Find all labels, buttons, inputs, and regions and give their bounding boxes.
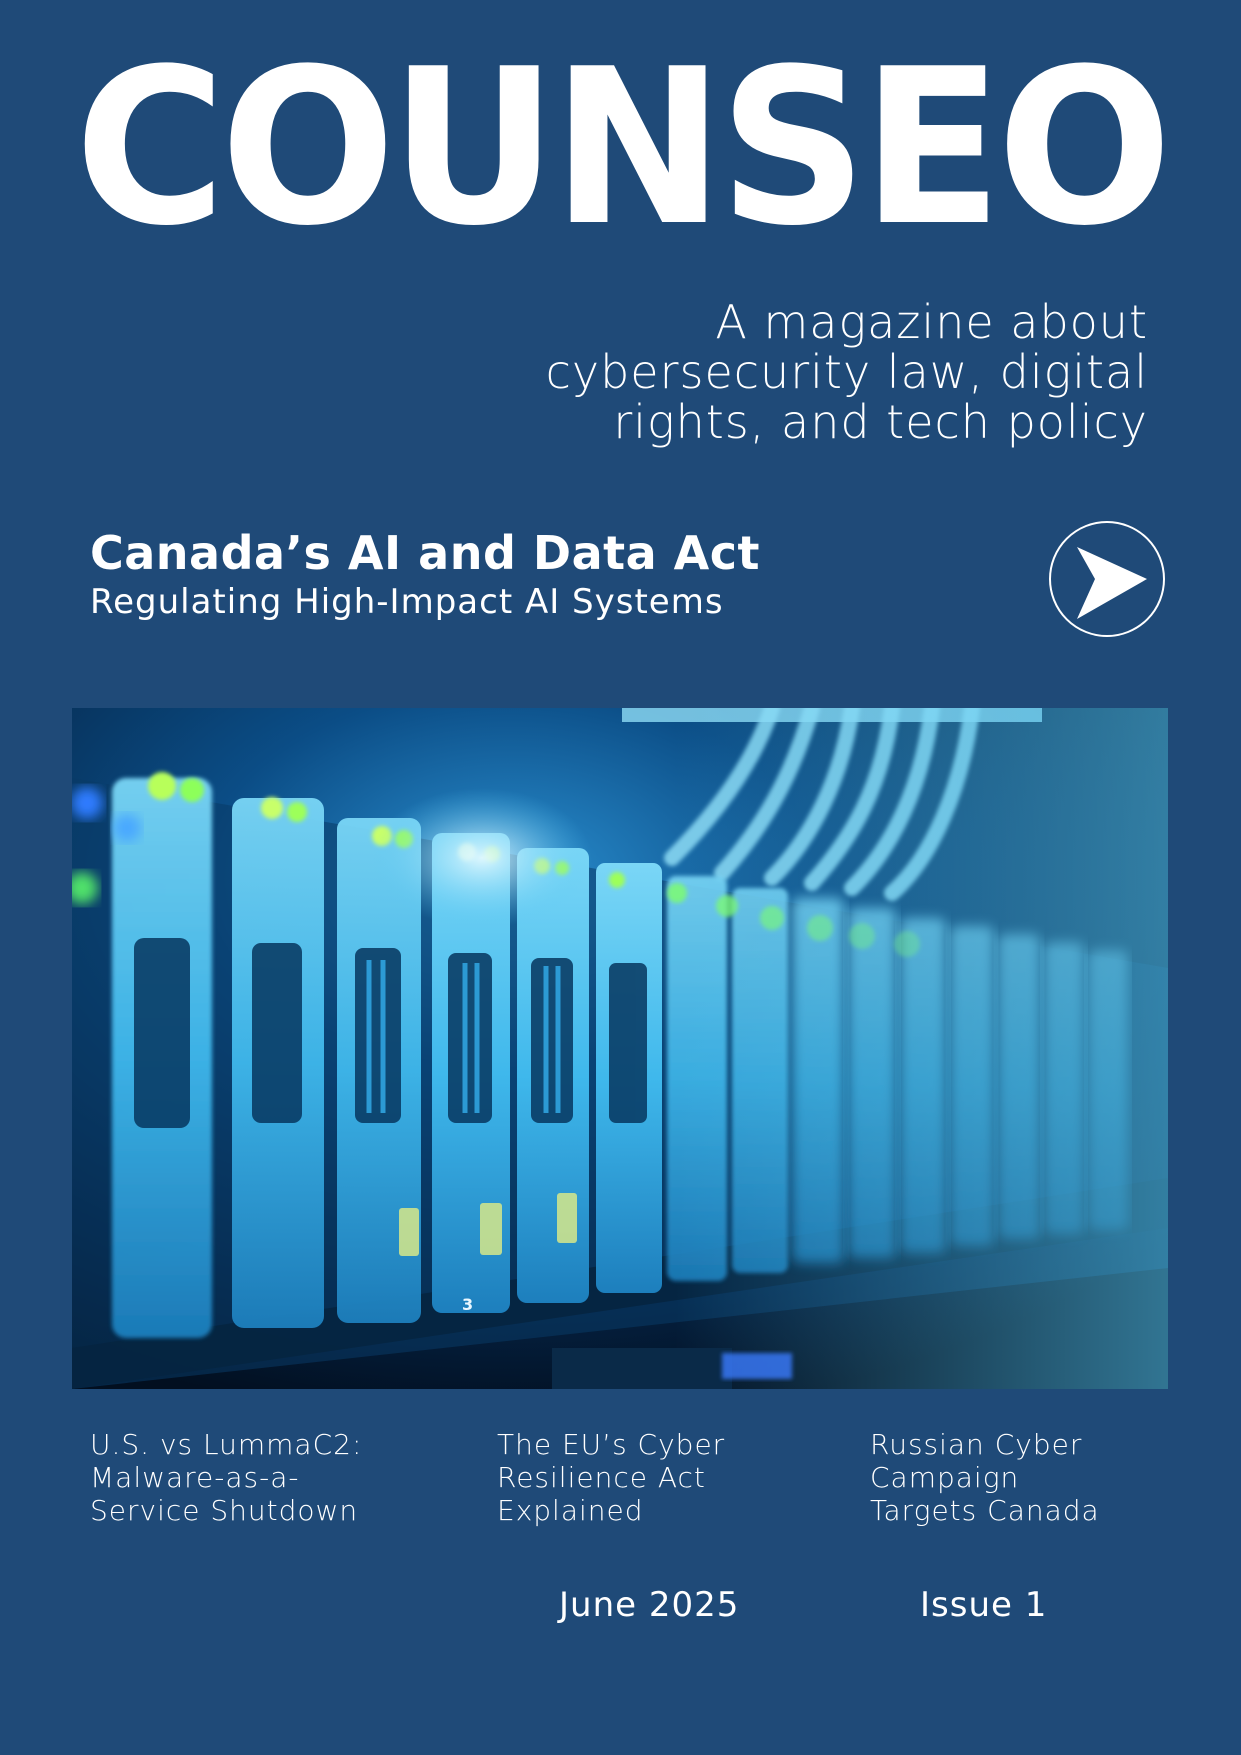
story-line: The EU’s Cyber <box>497 1428 726 1461</box>
story-line: Targets Canada <box>870 1494 1100 1527</box>
hero-image <box>72 708 1168 1389</box>
story-line: Russian Cyber <box>870 1428 1083 1461</box>
story-line: Explained <box>497 1494 644 1527</box>
story-line: Resilience Act <box>497 1461 706 1494</box>
masthead-title: COUNSEO <box>74 22 1167 273</box>
server-rack-illustration <box>72 708 1168 1389</box>
feature-subtitle: Regulating High-Impact AI Systems <box>90 582 724 622</box>
story-line: U.S. vs LummaC2: <box>90 1428 363 1461</box>
story-link-eu-cyber-resilience[interactable] <box>497 1428 797 1527</box>
tagline-line: cybersecurity law, digital <box>545 345 1148 399</box>
story-line: Service Shutdown <box>90 1494 359 1527</box>
issue-date: June 2025 <box>559 1585 740 1625</box>
tagline-line: rights, and tech policy <box>613 395 1148 449</box>
issue-number: Issue 1 <box>920 1585 1048 1625</box>
story-link-russian-cyber-campaign[interactable] <box>870 1428 1170 1527</box>
story-link-lummac2[interactable] <box>90 1428 420 1527</box>
tagline <box>508 297 1148 447</box>
story-line: Campaign <box>870 1461 1020 1494</box>
feature-title: Canada’s AI and Data Act <box>90 526 761 580</box>
play-arrow-icon <box>1051 523 1163 635</box>
story-line: Malware-as-a- <box>90 1461 300 1494</box>
tagline-line: A magazine about <box>715 295 1148 349</box>
feature-story[interactable] <box>90 524 990 622</box>
play-button[interactable] <box>1049 521 1165 637</box>
